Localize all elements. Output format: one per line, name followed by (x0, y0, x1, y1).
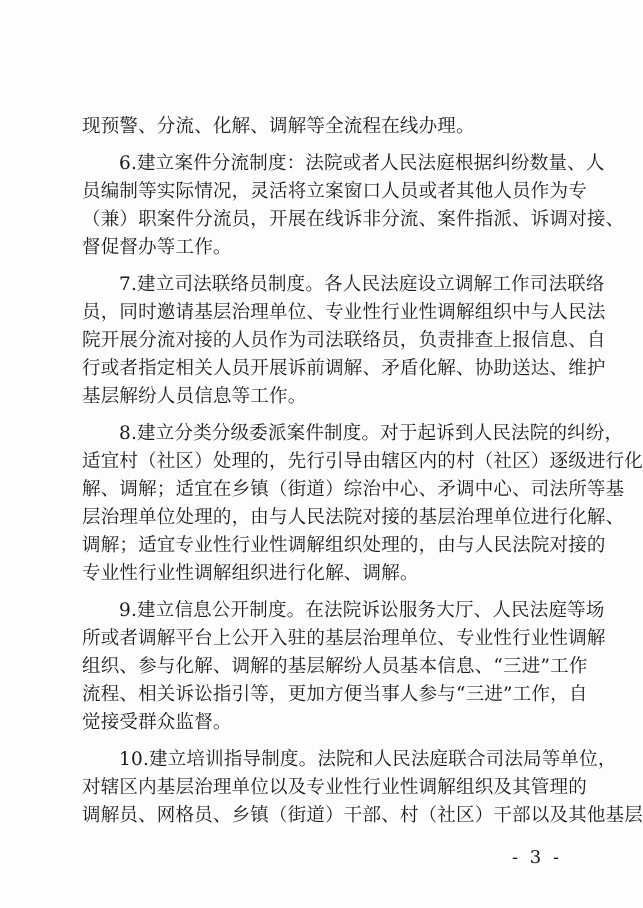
paragraph-item-9 (82, 597, 606, 737)
text-line: 10.建立培训指导制度。法院和人民法庭联合司法局等单位， (119, 749, 617, 770)
text-line: 员编制等实际情况，灵活将立案窗口人员或者其他人员作为专 (82, 181, 587, 202)
text-line: 对辖区内基层治理单位以及专业性行业性调解组织及其管理的 (82, 777, 587, 798)
paragraph-item-7 (82, 271, 606, 411)
text-line: 流程、相关诉讼指引等，更加方便当事人参与“三进”工作，自 (82, 684, 588, 705)
text-line: 督促督办等工作。 (82, 237, 232, 258)
text-line: 现预警、分流、化解、调解等全流程在线办理。 (82, 116, 475, 137)
document-body (82, 113, 643, 830)
text-line: 基层解纷人员信息等工作。 (82, 386, 307, 407)
text-line: 觉接受群众监督。 (82, 712, 232, 733)
paragraph-item-6 (82, 150, 625, 262)
text-line: 组织、参与化解、调解的基层解纷人员基本信息、“三进”工作 (82, 656, 588, 677)
text-line: 7.建立司法联络员制度。各人民法庭设立调解工作司法联络 (119, 274, 605, 295)
text-line: 解、调解；适宜在乡镇（街道）综治中心、矛调中心、司法所等基 (82, 479, 625, 500)
text-line: 8.建立分类分级委派案件制度。对于起诉到人民法院的纠纷， (119, 423, 624, 444)
text-line: 调解员、网格员、乡镇（街道）干部、村（社区）干部以及其他基层 (82, 805, 643, 826)
text-line: 专业性行业性调解组织进行化解、调解。 (82, 563, 419, 584)
paragraph-item-8 (82, 420, 643, 588)
text-line: 院开展分流对接的人员作为司法联络员，负责排查上报信息、自 (82, 330, 606, 351)
text-line: 适宜村（社区）处理的，先行引导由辖区内的村（社区）逐级进行化 (82, 451, 643, 472)
text-line: 9.建立信息公开制度。在法院诉讼服务大厅、人民法庭等场 (119, 600, 605, 621)
text-line: 行或者指定相关人员开展诉前调解、矛盾化解、协助送达、维护 (82, 358, 606, 379)
paragraph-item-10 (82, 746, 643, 830)
text-line: 员，同时邀请基层治理单位、专业性行业性调解组织中与人民法 (82, 302, 606, 323)
text-line: （兼）职案件分流员，开展在线诉非分流、案件指派、诉调对接、 (82, 209, 625, 230)
text-line: 层治理单位处理的，由与人民法院对接的基层治理单位进行化解、 (82, 507, 625, 528)
paragraph-continuation (82, 113, 562, 141)
text-line: 调解；适宜专业性行业性调解组织处理的，由与人民法院对接的 (82, 535, 606, 556)
text-line: 所或者调解平台上公开入驻的基层治理单位、专业性行业性调解 (82, 628, 606, 649)
text-line: 6.建立案件分流制度：法院或者人民法庭根据纠纷数量、人 (119, 153, 605, 174)
page-number: - 3 - (512, 847, 563, 868)
